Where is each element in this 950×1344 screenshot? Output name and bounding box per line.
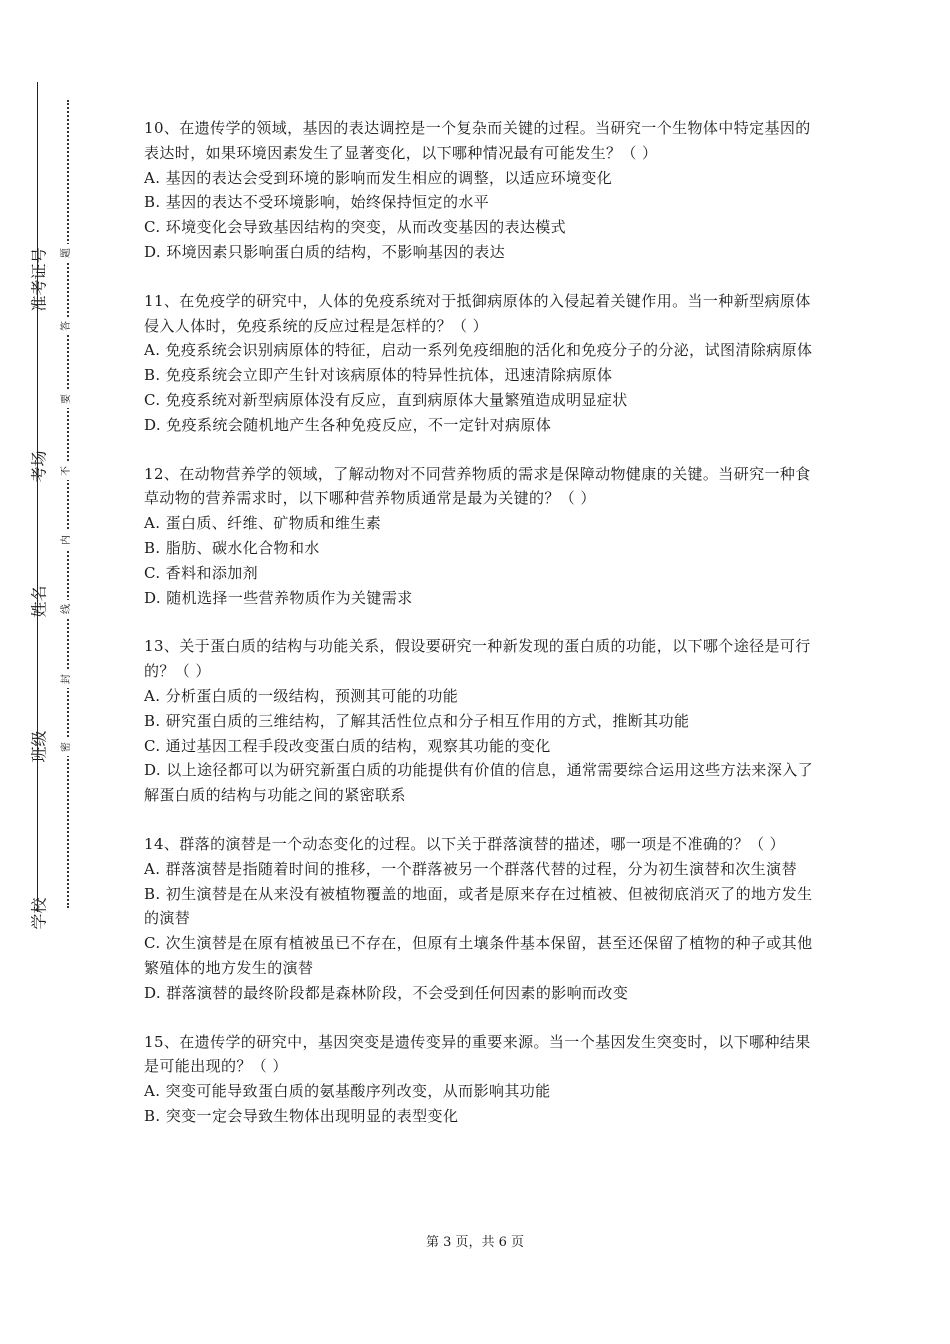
seal-char: 内 [58, 531, 76, 549]
seal-char: 线 [58, 600, 76, 618]
field-class: 班级 [29, 730, 49, 763]
option-a: A. 基因的表达会受到环境的影响而发生相应的调整，以适应环境变化 [144, 168, 613, 187]
binding-solid-line [37, 82, 38, 912]
option-c: C. 次生演替是在原有植被虽已不存在，但原有土壤条件基本保留，甚至还保留了植物的种子或其他繁殖体的地方发生的演替 [144, 934, 813, 977]
seal-char: 不 [58, 462, 76, 480]
question-13 [144, 634, 814, 808]
seal-char: 要 [58, 390, 76, 408]
question-stem: 10、在遗传学的领域，基因的表达调控是一个复杂而关键的过程。当研究一个生物体中特定基因的表达时，如果环境因素发生了显著变化，以下哪种情况最有可能发生？（ ） [144, 119, 811, 162]
option-d: D. 群落演替的最终阶段都是森林阶段，不会受到任何因素的影响而改变 [144, 983, 629, 1002]
option-b: B. 研究蛋白质的三维结构，了解其活性位点和分子相互作用的方式，推断其功能 [144, 711, 690, 730]
seal-char: 封 [58, 670, 76, 688]
seal-char: 题 [58, 244, 76, 262]
field-school: 学校 [29, 897, 49, 930]
option-b: B. 突变一定会导致生物体出现明显的表型变化 [144, 1106, 459, 1125]
field-ticket-number: 准考证号 [29, 247, 49, 312]
option-a: A. 突变可能导致蛋白质的氨基酸序列改变，从而影响其功能 [144, 1082, 551, 1101]
question-15 [144, 1030, 814, 1129]
option-d: D. 免疫系统会随机地产生各种免疫反应，不一定针对病原体 [144, 415, 552, 434]
option-b: B. 脂肪、碳水化合物和水 [144, 538, 320, 557]
option-c: C. 免疫系统对新型病原体没有反应，直到病原体大量繁殖造成明显症状 [144, 390, 628, 409]
option-d: D. 环境因素只影响蛋白质的结构，不影响基因的表达 [144, 242, 506, 261]
option-d: D. 以上途径都可以为研究新蛋白质的功能提供有价值的信息，通常需要综合运用这些方法来深入了解蛋白质的结构与功能之间的紧密联系 [144, 761, 814, 805]
question-stem: 11、在免疫学的研究中，人体的免疫系统对于抵御病原体的入侵起着关键作用。当一种新型病原体侵入人体时，免疫系统的反应过程是怎样的？（ ） [144, 291, 811, 335]
option-a: A. 免疫系统会识别病原体的特征，启动一系列免疫细胞的活化和免疫分子的分泌，试图清除病原体 [144, 341, 813, 360]
option-b: B. 基因的表达不受环境影响，始终保持恒定的水平 [144, 193, 490, 212]
binding-margin [0, 0, 110, 1344]
option-a: A. 分析蛋白质的一级结构，预测其可能的功能 [144, 686, 459, 705]
option-d: D. 随机选择一些营养物质作为关键需求 [144, 588, 413, 607]
option-c: C. 通过基因工程手段改变蛋白质的结构，观察其功能的变化 [144, 736, 551, 755]
question-stem: 14、群落的演替是一个动态变化的过程。以下关于群落演替的描述，哪一项是不准确的？（ ） [144, 834, 786, 853]
question-10 [144, 116, 814, 265]
question-11 [144, 289, 814, 438]
option-c: C. 香料和添加剂 [144, 563, 259, 582]
seal-char: 密 [58, 738, 76, 756]
seal-char: 答 [58, 317, 76, 335]
field-name: 姓名 [29, 585, 49, 618]
question-stem: 15、在遗传学的研究中，基因突变是遗传变异的重要来源。当一个基因发生突变时，以下哪种结果是可能出现的？（ ） [144, 1032, 811, 1076]
field-exam-room: 考场 [29, 450, 49, 483]
option-b: B. 初生演替是在从来没有被植物覆盖的地面，或者是原来存在过植被、但被彻底消灭了的地方发生的演替 [144, 884, 813, 928]
option-a: A. 蛋白质、纤维、矿物质和维生素 [144, 514, 382, 533]
question-14 [144, 832, 814, 1006]
binding-dotted-line [67, 100, 69, 908]
question-12 [144, 462, 814, 611]
page-number: 第 3 页，共 6 页 [425, 1235, 525, 1250]
question-list [144, 116, 814, 1153]
option-b: B. 免疫系统会立即产生针对该病原体的特异性抗体，迅速清除病原体 [144, 366, 613, 385]
question-stem: 13、关于蛋白质的结构与功能关系，假设要研究一种新发现的蛋白质的功能，以下哪个途径是可行的？（ ） [144, 637, 811, 681]
option-c: C. 环境变化会导致基因结构的突变，从而改变基因的表达模式 [144, 218, 567, 237]
question-stem: 12、在动物营养学的领域，了解动物对不同营养物质的需求是保障动物健康的关键。当研究一种食草动物的营养需求时，以下哪种营养物质通常是最为关键的？（ ） [144, 464, 811, 508]
option-a: A. 群落演替是指随着时间的推移，一个群落被另一个群落代替的过程，分为初生演替和次生演替 [144, 859, 797, 878]
